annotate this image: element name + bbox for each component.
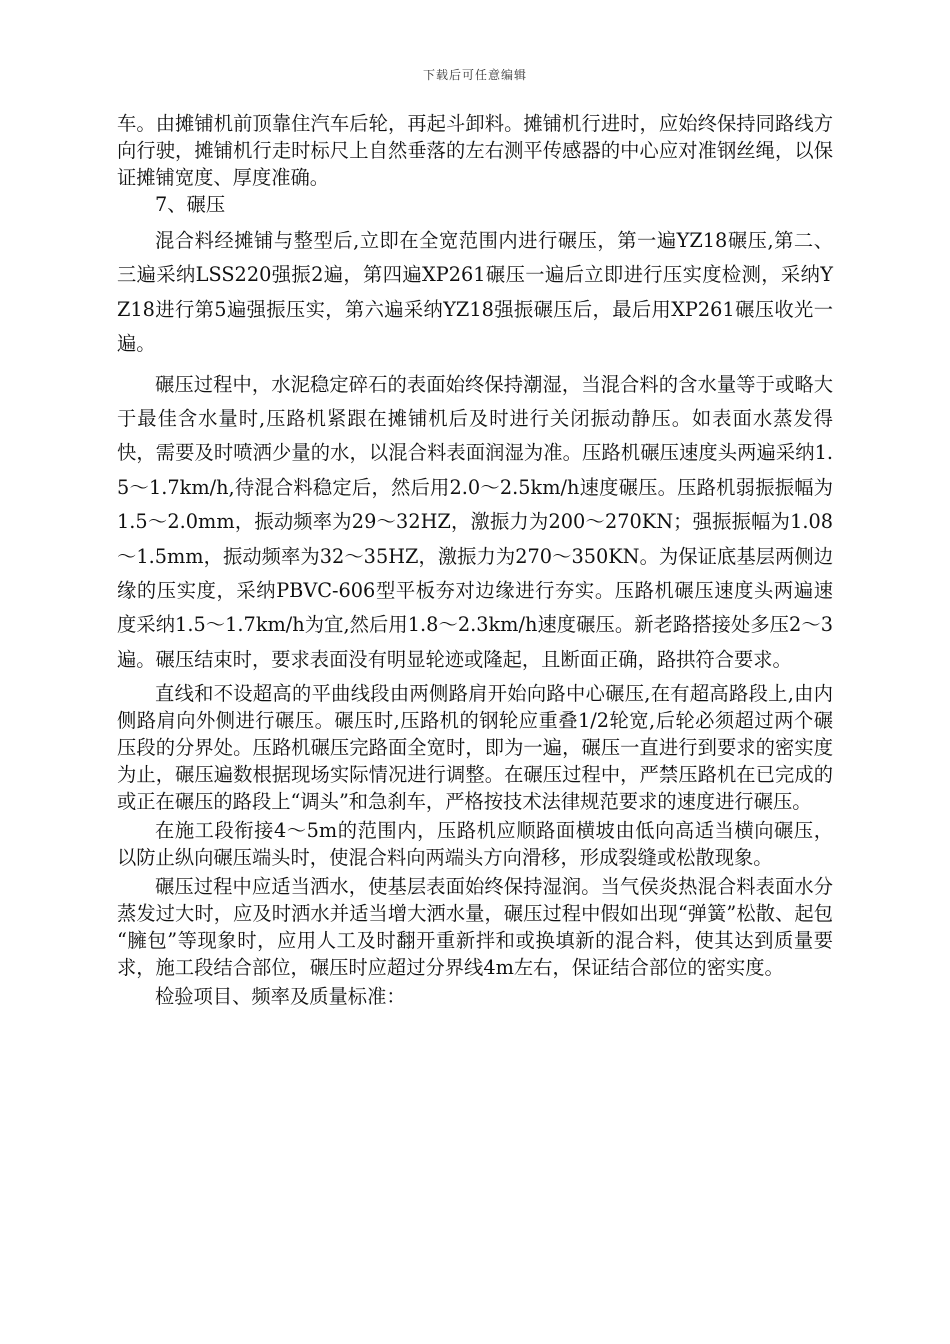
paragraph-joint-rolling: 在施工段衔接4～5m的范围内，压路机应顺路面横坡由低向高适当横向碾压，以防止纵向碾压端头时，使混合料向两端头方向滑移，形成裂缝或松散现象。 — [117, 819, 833, 870]
document-body — [117, 110, 833, 1010]
paragraph-rolling-direction: 直线和不设超高的平曲线段由两侧路肩开始向路中心碾压,在有超高路段上,由内侧路肩向外侧进行碾压。碾压时,压路机的钢轮应重叠1/2轮宽,后轮必须超过两个碾压段的分界处。压路机碾压完路面全宽时，即为一遍，碾压一直进行到要求的密实度为止，碾压遍数根据现场实际情况进行调整。在碾压过程中，严禁压路机在已完成的或正在碾压的路段上“调头”和急刹车，严格按技术法律规范要求的速度进行碾压。 — [117, 682, 833, 814]
section-heading-rolling: 7、碾压 — [155, 193, 226, 216]
paragraph-rolling-process: 碾压过程中，水泥稳定碎石的表面始终保持潮湿，当混合料的含水量等于或略大于最佳含水量时,压路机紧跟在摊铺机后及时进行关闭振动静压。如表面水蒸发得快，需要及时喷洒少量的水，以混合料表面润湿为准。压路机碾压速度头两遍采纳1.5～1.7km/h,待混合料稳定后，然后用2.0～2.5km/h速度碾压。压路机弱振振幅为1.5～2.0mm，振动频率为29～32HZ，激振力为200～270KN；强振振幅为1.08～1.5mm，振动频率为32～35HZ，激振力为270～350KN。为保证底基层两侧边缘的压实度，采纳PBVC-606型平板夯对边缘进行夯实。压路机碾压速度头两遍速度采纳1.5～1.7km/h为宜,然后用1.8～2.3km/h速度碾压。新老路搭接处多压2～3遍。碾压结束时，要求表面没有明显轮迹或隆起，且断面正确，路拱符合要求。 — [117, 372, 833, 671]
paragraph-inspection-heading: 检验项目、频率及质量标准： — [155, 985, 406, 1009]
paragraph-watering: 碾压过程中应适当洒水，使基层表面始终保持湿润。当气侯炎热混合料表面水分蒸发过大时，应及时洒水并适当增大洒水量，碾压过程中假如出现“弹簧”松散、起包 “臃包”等现象时，应用人工及时翻开重新拌和或换填新的混合料，使其达到质量要求，施工段结合部位，碾压时应超过分界线4m左右，保证结合部位的密实度。 — [117, 875, 833, 980]
page-header-note: 下载后可任意编辑 — [422, 68, 527, 82]
paragraph-paver-operation: 车。由摊铺机前顶靠住汽车后轮，再起斗卸料。摊铺机行进时，应始终保持同路线方向行驶，摊铺机行走时标尺上自然垂落的左右测平传感器的中心应对准钢丝绳，以保证摊铺宽度、厚度准确。 — [117, 112, 833, 189]
paragraph-rolling-sequence: 混合料经摊铺与整型后,立即在全宽范围内进行碾压，第一遍YZ18碾压,第二、三遍采纳LSS220强振2遍，第四遍XP261碾压一遍后立即进行压实度检测，采纳YZ18进行第5遍强振压实，第六遍采纳YZ18强振碾压后，最后用XP261碾压收光一遍。 — [117, 229, 833, 356]
